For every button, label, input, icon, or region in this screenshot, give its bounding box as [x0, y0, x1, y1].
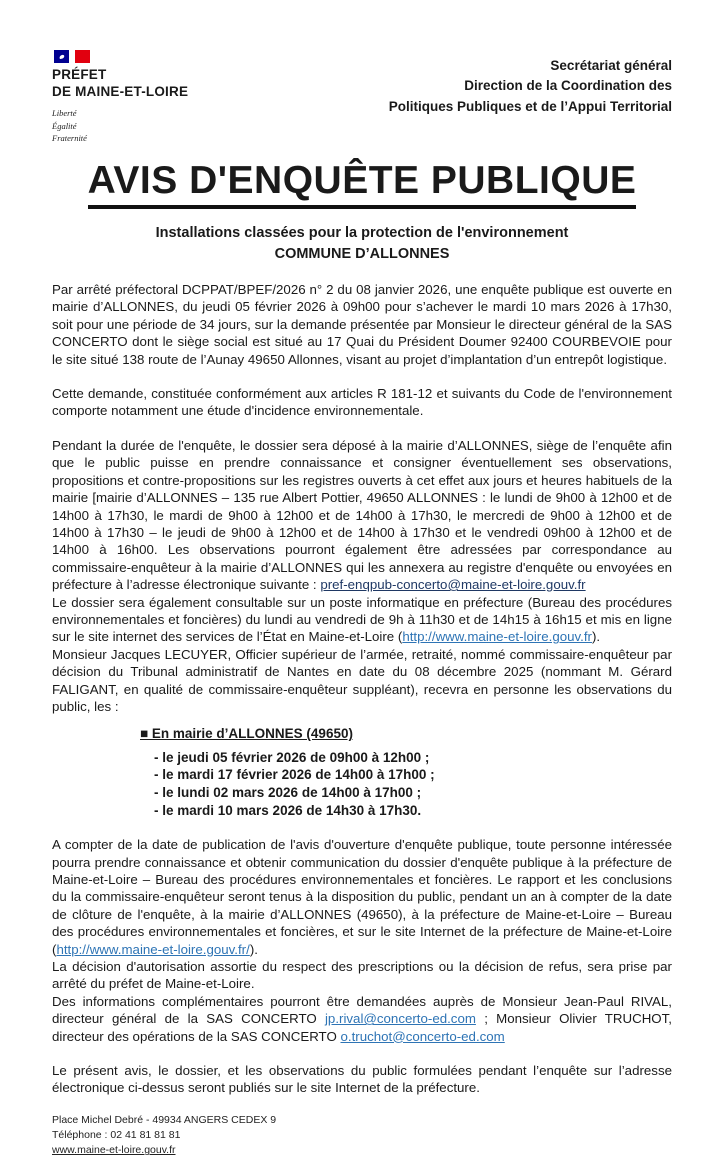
- prefecture-email-link[interactable]: pref-enqpub-concerto@maine-et-loire.gouv.fr: [320, 577, 586, 593]
- paragraph-decision: La décision d'autorisation assortie du respect des prescriptions ou la décision de refus, sera prise par arrêté du préfet de Maine-et-Loire.: [52, 959, 672, 992]
- document-subtitle: [52, 223, 672, 265]
- section-heading-mairie-allonnes: ■ En mairie d’ALLONNES (49650): [140, 726, 353, 742]
- issuing-service: [389, 56, 672, 117]
- republic-motto: [52, 107, 188, 145]
- paragraph-poste-informatique: [52, 594, 672, 646]
- session-item-2: - le mardi 17 février 2026 de 14h00 à 17h00 ;: [154, 767, 435, 783]
- service-line1: Secrétariat général: [550, 58, 672, 73]
- agency-name-line2: DE MAINE-ET-LOIRE: [52, 83, 189, 99]
- paragraph-informations: [52, 993, 672, 1045]
- subtitle-icpe: Installations classées pour la protection de l'environnement: [155, 225, 569, 241]
- informations-text1: Des informations complémentaires pourront être demandées auprès de Monsieur Jean-Paul RIVAL, directeur général de la SAS CONCERTO: [52, 993, 672, 1027]
- session-item-1: - le jeudi 05 février 2026 de 09h00 à 12h00 ;: [154, 749, 430, 765]
- service-line3: Politiques Publiques et de l’Appui Territorial: [388, 98, 672, 114]
- permanence-sessions-list: [154, 749, 672, 819]
- page-header: [52, 50, 672, 145]
- publication-text: A compter de la date de publication de l'avis d'ouverture d'enquête publique, toute personne intéressée pourra prendre connaissance et obtenir communication du dossier d'enquête publique à la préfecture de Maine-et-Loire – Bureau des procédures environnementales et foncières. Le rapport et les conclusions du la commissaire-enquêteur seront tenus à la disposition du public, pendant un an à compter de la date de clôture de l'enquête, à la mairie d’ALLONNES (49650), à la préfecture de Maine-et-Loire – Bureau des procédures environnementales et foncières, et sur le site Internet de la préfecture de Maine-et-Loire (: [52, 837, 672, 957]
- poste-informatique-end: ).: [592, 629, 601, 645]
- session-item-3: - le lundi 02 mars 2026 de 14h00 à 17h00 ;: [154, 784, 422, 800]
- footer-phone: Téléphone : 02 41 81 81 81: [52, 1129, 181, 1142]
- paragraph-dossier-consultation: [52, 437, 672, 594]
- subtitle-commune: COMMUNE D’ALLONNES: [274, 246, 450, 263]
- prefecture-logo: [52, 50, 188, 145]
- paragraph-avis-publie: Le présent avis, le dossier, et les observations du public formulées pendant l’enquête sur l’adresse électronique ci-dessus seront publiés sur le site Internet de la préfecture.: [52, 1063, 672, 1096]
- poste-informatique-text: Le dossier sera également consultable sur un poste informatique en préfecture (Bureau des procédures environnementales et foncières) du lundi au vendredi de 9h à 11h30 et de 14h15 à 16h15 et mis en ligne sur le site internet des services de l’État en Maine-et-Loire (: [52, 594, 672, 645]
- motto-egalite: Égalité: [52, 120, 77, 131]
- page-title: AVIS D'ENQUÊTE PUBLIQUE: [88, 159, 637, 209]
- motto-fraternite: Fraternité: [52, 133, 87, 144]
- agency-name-line1: PRÉFET: [52, 67, 107, 82]
- truchot-email-link[interactable]: o.truchot@concerto-ed.com: [340, 1028, 505, 1044]
- service-line2: Direction de la Coordination des: [464, 78, 672, 94]
- session-item-4: - le mardi 10 mars 2026 de 14h30 à 17h30.: [154, 802, 422, 818]
- footer-website-link[interactable]: www.maine-et-loire.gouv.fr: [52, 1144, 176, 1157]
- paragraph-arrete: Par arrêté préfectoral DCPPAT/BPEF/2026 n° 2 du 08 janvier 2026, une enquête publique est ouverte en mairie d’ALLONNES, du jeudi 05 février 2026 à 09h00 pour s’achever le mardi 10 mars 2026 à 17h30, soit pour une période de 34 jours, sur la demande présentée par Monsieur le directeur général de la SAS CONCERTO dont le siège social est situé au 17 Quai du Président Doumer 92400 COURBEVOIE pour le site situé 138 route de l’Aunay 49650 Allonnes, visant au projet d’implantation d’un entrepôt logistique.: [52, 282, 672, 367]
- page-footer: [52, 1113, 672, 1159]
- paragraph-demande: Cette demande, constituée conformément aux articles R 181-12 et suivants du Code de l'environnement comporte notamment une étude d'incidence environnementale.: [52, 386, 672, 419]
- prefecture-website-link[interactable]: http://www.maine-et-loire.gouv.fr/: [56, 941, 250, 957]
- maine-et-loire-website-link[interactable]: http://www.maine-et-loire.gouv.fr: [402, 629, 592, 645]
- publication-end: ).: [249, 941, 258, 957]
- paragraph-publication: [52, 836, 672, 958]
- notice-body: [52, 281, 672, 1097]
- informations-text2: ; Monsieur Olivier TRUCHOT, directeur des opérations de la SAS CONCERTO: [52, 1011, 672, 1044]
- french-flag-icon: [54, 50, 188, 63]
- rival-email-link[interactable]: jp.rival@concerto-ed.com: [324, 1011, 476, 1027]
- footer-address: Place Michel Debré - 49934 ANGERS CEDEX 9: [52, 1113, 277, 1126]
- paragraph-commissaire: Monsieur Jacques LECUYER, Officier supérieur de l’armée, retraité, nommé commissaire-enquêteur par décision du Tribunal administratif de Nantes en date du 08 décembre 2025 (nommant M. Gérard FALIGANT, en qualité de commissaire-enquêteur suppléant), recevra en personne les observations du public, les :: [52, 646, 672, 714]
- consultation-text: Pendant la durée de l'enquête, le dossier sera déposé à la mairie d’ALLONNES, siège de l’enquête afin que le public puisse en prendre connaissance et consigner éventuellement ses observations, propositions et contre-propositions sur les registres ouverts à cet effet aux jours et heures habituels de la mairie [mairie d’ALLONNES – 135 rue Albert Pottier, 49650 ALLONNES : le lundi de 9h00 à 12h00 et de 14h00 à 17h30, le mardi de 9h00 à 12h00 et de 14h00 à 17h30, le mercredi de 9h00 à 12h00 et de 14h00 à 17h30 – le jeudi de 9h00 à 12h00 et de 14h00 à 17h30 et le vendredi 09h00 à 12h00 et de 14h00 à 16h00. Les observations pourront également être adressées par correspondance au commissaire-enquêteur à la mairie d’ALLONNES qui les annexera au registre d'enquête ou envoyées en préfecture à l’adresse électronique suivante :: [52, 437, 672, 593]
- motto-liberte: Liberté: [52, 107, 77, 118]
